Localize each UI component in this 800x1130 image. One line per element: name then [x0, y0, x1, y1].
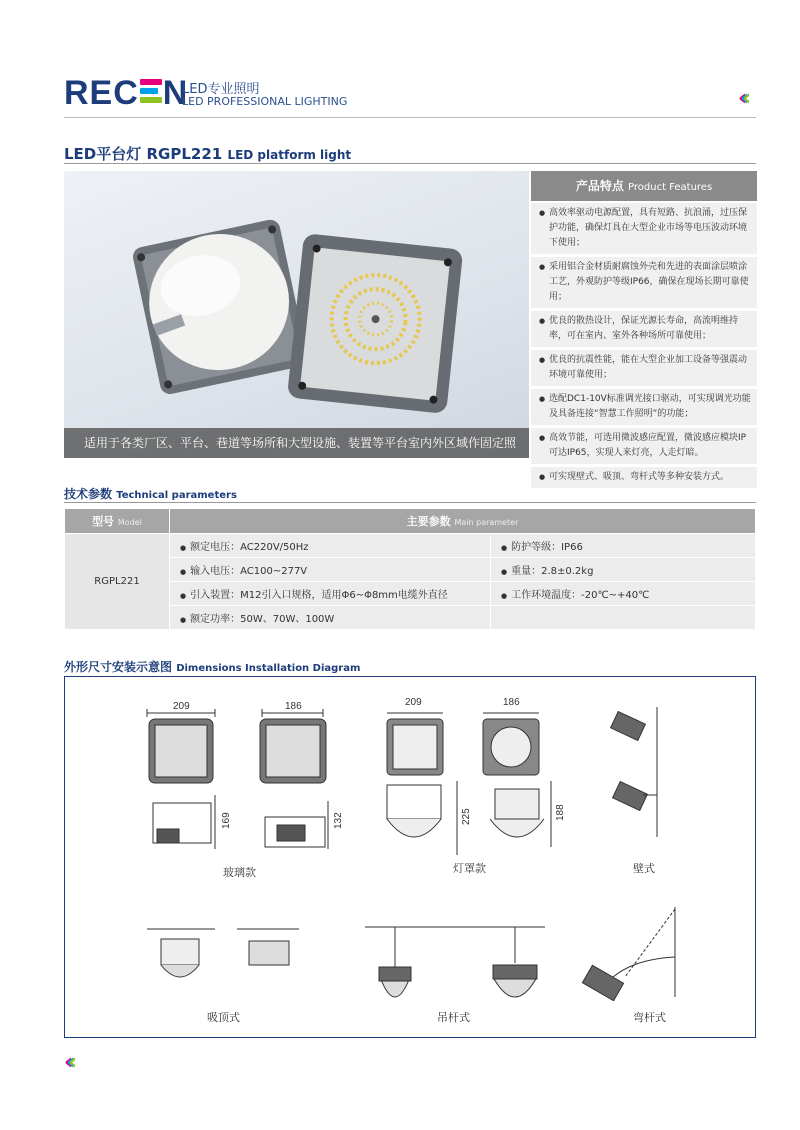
table-row — [65, 534, 756, 558]
tech-section-title: 技术参数 Technical parameters — [64, 487, 237, 501]
dim-169: 169 — [221, 812, 232, 829]
photo-caption: 适用于各类厂区、平台、巷道等场所和大型设施、装置等平台室内外区域作固定照明。 — [64, 428, 529, 458]
label-glass: 玻璃款 — [223, 866, 256, 879]
label-ceiling: 吸顶式 — [207, 1011, 240, 1024]
param-cell: ● 输入电压：AC100~277V — [170, 558, 491, 582]
dim-132: 132 — [333, 812, 344, 829]
features-list — [531, 203, 757, 491]
features-heading: 产品特点 Product Features — [531, 171, 757, 201]
col-main: 主要参数 Main parameter — [170, 509, 756, 534]
dim-186-glass: 186 — [285, 701, 302, 712]
dim-209-cover: 209 — [405, 697, 422, 708]
header-divider — [64, 117, 756, 118]
header-subtitle-en: LED PROFESSIONAL LIGHTING — [182, 95, 348, 108]
dims-section-title: 外形尺寸安装示意图 Dimensions Installation Diagram — [64, 660, 361, 674]
label-bent: 弯杆式 — [633, 1011, 666, 1024]
param-cell: ● 防护等级：IP66 — [491, 534, 756, 558]
title-underline — [64, 163, 756, 164]
tech-table — [64, 508, 756, 630]
dim-225: 225 — [461, 808, 472, 825]
brand-logo: REC N — [64, 74, 189, 112]
feature-item: ● 可实现壁式、吸顶、弯杆式等多种安装方式。 — [531, 467, 757, 488]
param-cell — [491, 606, 756, 630]
label-cover: 灯罩款 — [453, 862, 486, 875]
model-cell: RGPL221 — [65, 534, 170, 630]
feature-item: ● 采用铝合金材质耐腐蚀外壳和先进的表面涂层喷涂工艺，外观防护等级IP66，确保在现场长期可靠使用； — [531, 257, 757, 308]
page-title: LED平台灯 RGPL221 LED platform light — [64, 145, 352, 163]
product-illustration — [64, 171, 529, 458]
param-cell: ● 额定功率：50W、70W、100W — [170, 606, 491, 630]
logo-e-mark — [140, 78, 162, 104]
param-cell: ● 工作环境温度：-20℃~+40℃ — [491, 582, 756, 606]
param-cell: ● 额定电压：AC220V/50Hz — [170, 534, 491, 558]
dimensions-diagram — [64, 676, 756, 1038]
feature-item: ● 高效率驱动电源配置，具有短路、抗浪涌，过压保护功能，确保灯具在大型企业市场等电压波动环境下使用； — [531, 203, 757, 254]
dimensions-drawing — [65, 677, 755, 1037]
dim-209-glass: 209 — [173, 701, 190, 712]
tech-section-underline — [64, 502, 756, 503]
feature-item: ● 选配DC1-10V标准调光接口驱动，可实现调光功能及具备连接“智慧工作照明”的功能； — [531, 389, 757, 425]
param-cell: ● 重量：2.8±0.2kg — [491, 558, 756, 582]
label-pendant: 吊杆式 — [437, 1011, 470, 1024]
label-wall: 壁式 — [633, 862, 655, 875]
dim-188: 188 — [555, 804, 566, 821]
chevrons-icon: ‹‹‹ — [738, 86, 745, 111]
feature-item: ● 优良的抗震性能，能在大型企业加工设备等强震动环境可靠使用； — [531, 350, 757, 386]
header-subtitle-cn: LED专业照明 — [182, 82, 260, 97]
feature-item: ● 高效节能，可选用微波感应配置，微波感应模块IP可达IP65，实现人来灯亮，人走灯暗。 — [531, 428, 757, 464]
col-model: 型号 Model — [65, 509, 170, 534]
dim-186-cover: 186 — [503, 697, 520, 708]
param-cell: ● 引入装置：M12引入口规格，适用Φ6~Φ8mm电缆外直径 — [170, 582, 491, 606]
feature-item: ● 优良的散热设计，保证光源长寿命，高流明维持率，可在室内、室外各种场所可靠使用； — [531, 311, 757, 347]
footer-chevrons-icon: ‹‹‹ — [64, 1050, 71, 1075]
product-photo — [64, 171, 529, 480]
table-header-row — [65, 509, 756, 534]
